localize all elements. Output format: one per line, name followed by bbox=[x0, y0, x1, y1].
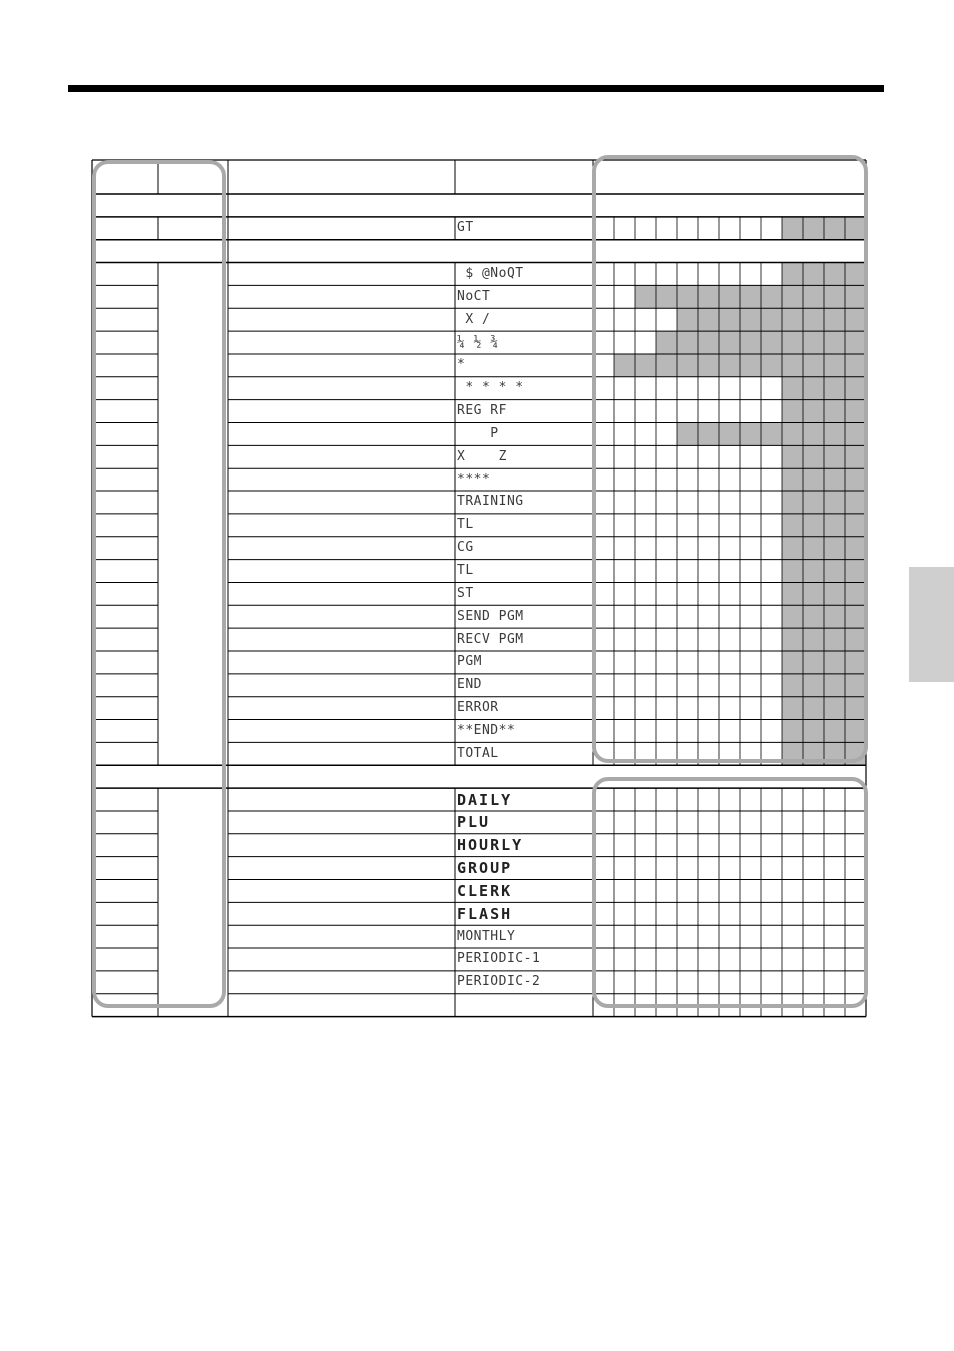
shaded-cell bbox=[803, 742, 824, 765]
shaded-cell bbox=[635, 285, 656, 308]
print-text-11: P bbox=[457, 425, 499, 441]
shaded-cell bbox=[824, 697, 845, 720]
print-text-14: TRAINING bbox=[457, 494, 524, 510]
shaded-cell bbox=[845, 285, 866, 308]
shaded-cell bbox=[803, 537, 824, 560]
shaded-cell bbox=[824, 491, 845, 514]
shaded-cell bbox=[803, 628, 824, 651]
shaded-cell bbox=[803, 651, 824, 674]
shaded-cell bbox=[824, 514, 845, 537]
shaded-cell bbox=[824, 628, 845, 651]
print-text-2: GT bbox=[457, 220, 474, 236]
shaded-cell bbox=[782, 674, 803, 697]
shaded-cell bbox=[782, 537, 803, 560]
shaded-cell bbox=[761, 308, 782, 331]
print-text-25: TOTAL bbox=[457, 745, 499, 761]
shaded-cell bbox=[803, 674, 824, 697]
shaded-cell bbox=[803, 377, 824, 400]
print-text-24: **END** bbox=[457, 722, 516, 738]
print-text-34: PERIODIC-1 bbox=[457, 951, 541, 967]
shaded-cell bbox=[824, 400, 845, 423]
shaded-cell bbox=[656, 354, 677, 377]
shaded-cell bbox=[740, 423, 761, 446]
shaded-cell bbox=[698, 354, 719, 377]
shaded-cell bbox=[656, 331, 677, 354]
shaded-cell bbox=[782, 605, 803, 628]
shaded-cell bbox=[824, 354, 845, 377]
shaded-cell bbox=[824, 445, 845, 468]
shaded-cell bbox=[803, 354, 824, 377]
print-text-23: ERROR bbox=[457, 700, 499, 716]
print-text-20: RECV PGM bbox=[457, 631, 524, 647]
shaded-cell bbox=[782, 628, 803, 651]
shaded-cell bbox=[824, 423, 845, 446]
shaded-cell bbox=[677, 423, 698, 446]
shaded-cell bbox=[719, 285, 740, 308]
shaded-cell bbox=[824, 582, 845, 605]
shaded-cell bbox=[782, 354, 803, 377]
shaded-cell bbox=[761, 354, 782, 377]
shaded-cell bbox=[614, 354, 635, 377]
shaded-cell bbox=[845, 377, 866, 400]
shaded-cell bbox=[845, 331, 866, 354]
shaded-cell bbox=[782, 285, 803, 308]
print-text-31: CLERK bbox=[457, 881, 513, 900]
shaded-cell bbox=[845, 263, 866, 286]
shaded-cell bbox=[824, 720, 845, 743]
shaded-cell bbox=[761, 331, 782, 354]
shaded-cell bbox=[824, 308, 845, 331]
shaded-cell bbox=[803, 285, 824, 308]
shaded-cell bbox=[782, 400, 803, 423]
shaded-cell bbox=[719, 354, 740, 377]
shaded-cell bbox=[803, 491, 824, 514]
shaded-cell bbox=[698, 285, 719, 308]
shaded-cell bbox=[698, 423, 719, 446]
shaded-cell bbox=[845, 445, 866, 468]
print-text-16: CG bbox=[457, 540, 474, 556]
shaded-cell bbox=[824, 674, 845, 697]
shaded-cell bbox=[824, 651, 845, 674]
shaded-cell bbox=[698, 308, 719, 331]
shaded-cell bbox=[845, 537, 866, 560]
print-text-19: SEND PGM bbox=[457, 608, 524, 624]
shaded-cell bbox=[782, 651, 803, 674]
shaded-cell bbox=[677, 331, 698, 354]
shaded-cell bbox=[782, 514, 803, 537]
shaded-cell bbox=[803, 423, 824, 446]
shaded-cell bbox=[803, 217, 824, 240]
shaded-cell bbox=[845, 560, 866, 583]
shaded-cell bbox=[824, 742, 845, 765]
shaded-cell bbox=[719, 423, 740, 446]
shaded-cell bbox=[845, 423, 866, 446]
shaded-cell bbox=[845, 308, 866, 331]
shaded-cell bbox=[740, 308, 761, 331]
shaded-cell bbox=[845, 628, 866, 651]
shaded-cell bbox=[845, 742, 866, 765]
print-text-15: TL bbox=[457, 517, 474, 533]
shaded-cell bbox=[824, 285, 845, 308]
shaded-cell bbox=[824, 560, 845, 583]
print-text-10: REG RF bbox=[457, 403, 507, 419]
shaded-cell bbox=[782, 308, 803, 331]
shaded-cell bbox=[782, 468, 803, 491]
shaded-cell bbox=[803, 560, 824, 583]
print-text-6: X / bbox=[457, 311, 491, 327]
shaded-cell bbox=[677, 308, 698, 331]
shaded-cell bbox=[803, 720, 824, 743]
shaded-cell bbox=[740, 285, 761, 308]
shaded-cell bbox=[803, 263, 824, 286]
print-text-4: $ @NoQT bbox=[457, 265, 524, 281]
shaded-cell bbox=[845, 582, 866, 605]
print-text-7: ¼ ½ ¾ bbox=[457, 334, 499, 350]
shaded-cell bbox=[782, 445, 803, 468]
shaded-cell bbox=[803, 400, 824, 423]
shaded-cell bbox=[782, 742, 803, 765]
shaded-cell bbox=[782, 217, 803, 240]
shaded-cell bbox=[656, 285, 677, 308]
shaded-cell bbox=[824, 331, 845, 354]
shaded-cell bbox=[824, 605, 845, 628]
shaded-cell bbox=[719, 331, 740, 354]
shaded-cell bbox=[845, 217, 866, 240]
print-text-18: ST bbox=[457, 585, 474, 601]
shaded-cell bbox=[803, 468, 824, 491]
shaded-cell bbox=[782, 582, 803, 605]
shaded-cell bbox=[845, 354, 866, 377]
shaded-cell bbox=[845, 674, 866, 697]
shaded-cell bbox=[845, 697, 866, 720]
print-text-27: DAILY bbox=[457, 790, 513, 809]
shaded-cell bbox=[845, 514, 866, 537]
shaded-cell bbox=[845, 720, 866, 743]
shaded-cell bbox=[824, 263, 845, 286]
shaded-cell bbox=[782, 331, 803, 354]
shaded-cell bbox=[845, 400, 866, 423]
shaded-cell bbox=[782, 423, 803, 446]
print-text-32: FLASH bbox=[457, 904, 513, 923]
shaded-cell bbox=[803, 445, 824, 468]
print-text-12: X Z bbox=[457, 448, 507, 464]
shaded-cell bbox=[845, 651, 866, 674]
shaded-cell bbox=[803, 331, 824, 354]
shaded-cell bbox=[803, 582, 824, 605]
print-text-35: PERIODIC-2 bbox=[457, 974, 541, 990]
shaded-cell bbox=[782, 263, 803, 286]
shaded-cell bbox=[782, 697, 803, 720]
shaded-cell bbox=[719, 308, 740, 331]
print-text-22: END bbox=[457, 677, 482, 693]
shaded-cell bbox=[803, 697, 824, 720]
shaded-cell bbox=[803, 605, 824, 628]
print-text-5: NoCT bbox=[457, 288, 491, 304]
shaded-cell bbox=[782, 560, 803, 583]
shaded-cell bbox=[677, 354, 698, 377]
shaded-cell bbox=[803, 308, 824, 331]
print-text-13: **** bbox=[457, 471, 491, 487]
shaded-cell bbox=[740, 354, 761, 377]
print-text-29: HOURLY bbox=[457, 836, 524, 855]
print-text-21: PGM bbox=[457, 654, 482, 670]
print-text-33: MONTHLY bbox=[457, 928, 516, 944]
shaded-cell bbox=[845, 605, 866, 628]
print-text-30: GROUP bbox=[457, 859, 513, 878]
shaded-cell bbox=[824, 468, 845, 491]
shaded-cell bbox=[782, 720, 803, 743]
print-text-8: * bbox=[457, 357, 466, 373]
shaded-cell bbox=[782, 377, 803, 400]
print-text-17: TL bbox=[457, 563, 474, 579]
print-text-28: PLU bbox=[457, 813, 491, 832]
shaded-cell bbox=[677, 285, 698, 308]
shaded-cell bbox=[824, 217, 845, 240]
shaded-cell bbox=[761, 285, 782, 308]
shaded-cell bbox=[845, 468, 866, 491]
shaded-cell bbox=[782, 491, 803, 514]
shaded-cell bbox=[824, 537, 845, 560]
shaded-cell bbox=[803, 514, 824, 537]
shaded-cell bbox=[824, 377, 845, 400]
print-text-9: * * * * bbox=[457, 380, 524, 396]
shaded-cell bbox=[635, 354, 656, 377]
shaded-cell bbox=[845, 491, 866, 514]
shaded-cell bbox=[761, 423, 782, 446]
shaded-cell bbox=[698, 331, 719, 354]
shaded-cell bbox=[740, 331, 761, 354]
